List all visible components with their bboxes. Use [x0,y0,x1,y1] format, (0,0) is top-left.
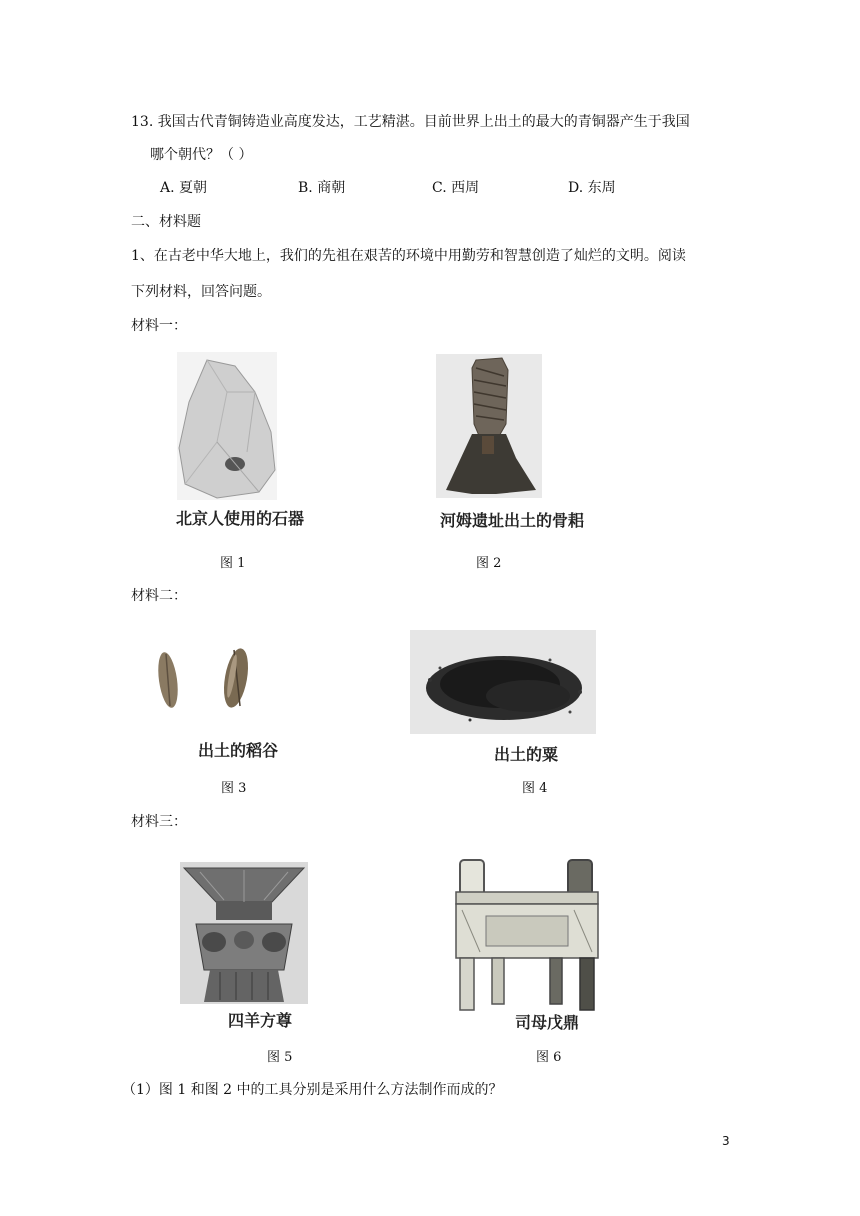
material-2-label: 材料二： [131,588,187,604]
figure-4-caption: 出土的粟 [494,745,559,764]
figure-1-caption: 北京人使用的石器 [176,509,305,528]
option-a: A. 夏朝 [160,180,208,196]
question-13-line1: 13. 我国古代青铜铸造业高度发达，工艺精湛。目前世界上出土的最大的青铜器产生于我国 [131,114,690,130]
question-13-line2: 哪个朝代？（ ） [150,147,253,163]
option-d: D. 东周 [568,180,616,196]
rice-grain-image [148,640,268,718]
stone-tool-image [177,352,277,500]
question-1-line1: 1、在古老中华大地上，我们的先祖在艰苦的环境中用勤劳和智慧创造了灿烂的文明。阅读 [131,248,686,264]
figure-4-label: 图 4 [522,781,548,796]
figure-5-caption: 四羊方尊 [228,1011,293,1030]
question-1-line2: 下列材料，回答问题。 [131,284,271,300]
figure-1-label: 图 1 [220,556,246,571]
material-1-label: 材料一： [131,318,187,334]
figure-3-label: 图 3 [221,781,247,796]
figure-2-label: 图 2 [476,556,502,571]
millet-image [410,630,596,734]
section-heading: 二、材料题 [131,214,201,230]
four-ram-zun-image [180,862,308,1004]
subquestion-1: （1）图 1 和图 2 中的工具分别是采用什么方法制作而成的？ [122,1082,503,1098]
material-3-label: 材料三： [131,814,187,830]
bone-spade-image [436,354,542,498]
figure-3-caption: 出土的稻谷 [198,741,279,760]
option-b: B. 商朝 [298,180,346,196]
option-c: C. 西周 [432,180,480,196]
figure-5-label: 图 5 [267,1050,293,1065]
figure-6-label: 图 6 [536,1050,562,1065]
simuwu-ding-image [452,856,602,1012]
figure-2-caption: 河姆遗址出土的骨耜 [440,511,585,530]
page-number: 3 [722,1134,730,1148]
figure-6-caption: 司母戊鼎 [515,1013,580,1032]
